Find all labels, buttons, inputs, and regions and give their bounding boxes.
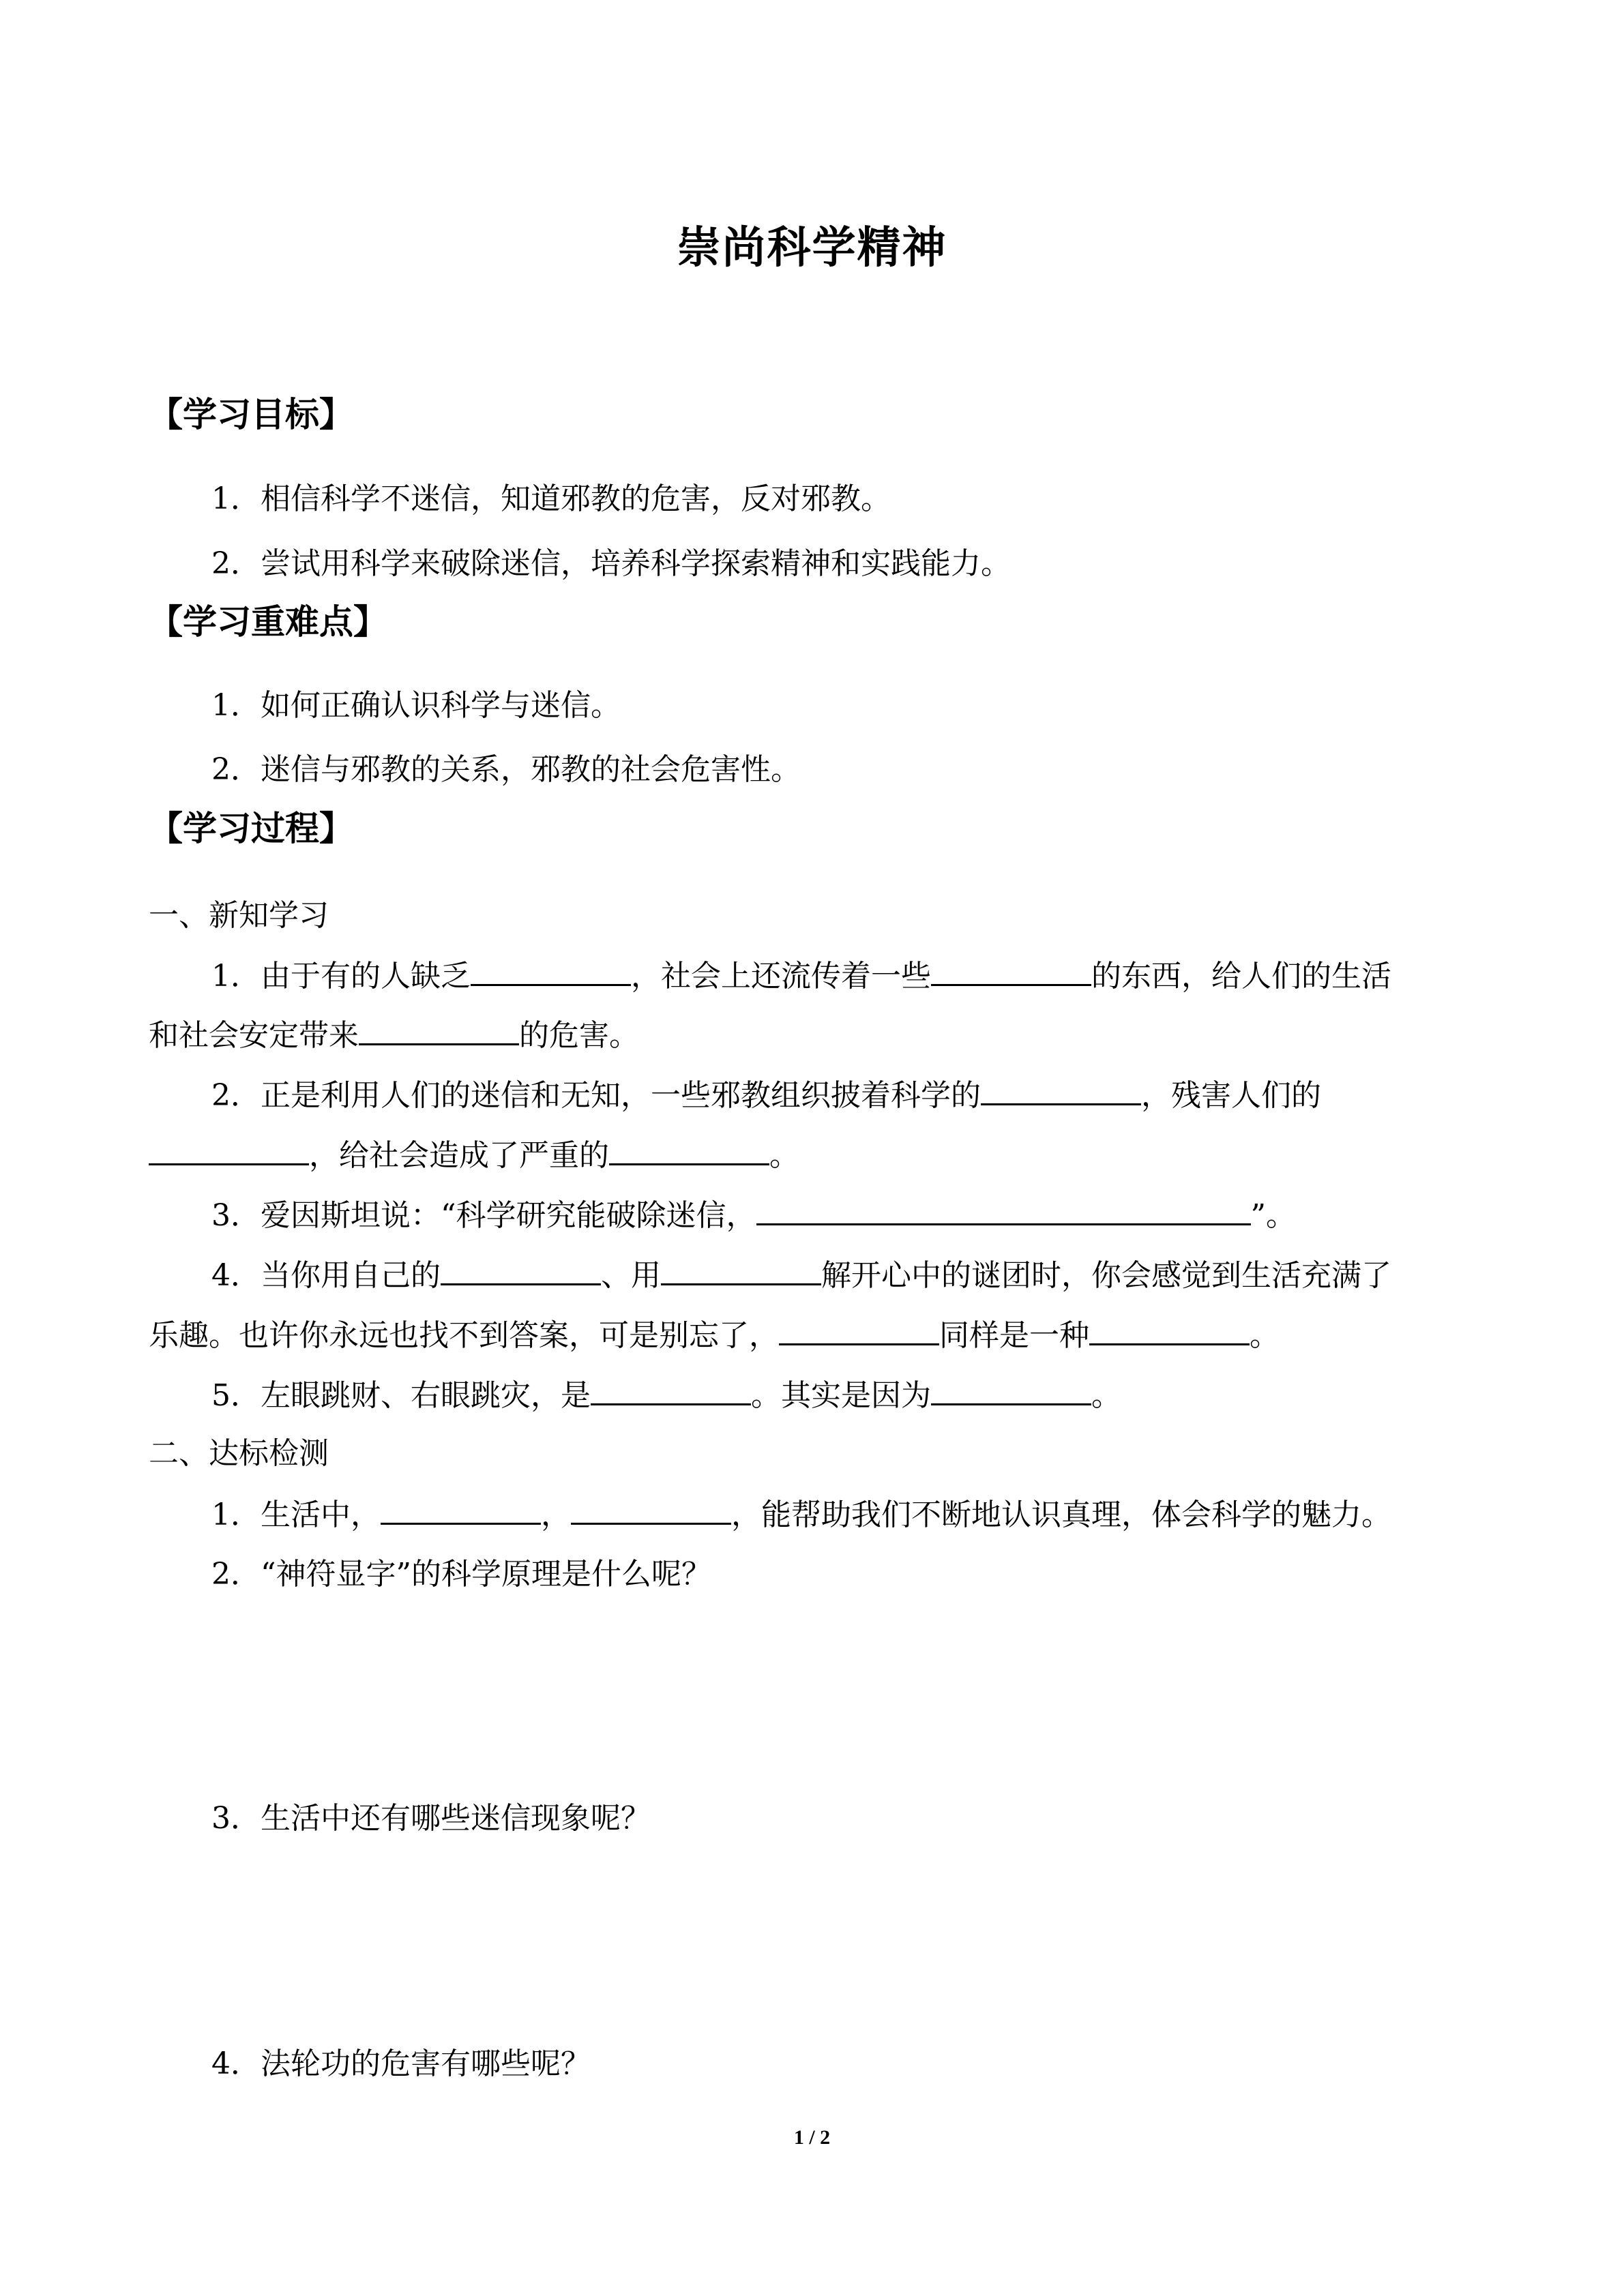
question-text: 2．正是利用人们的迷信和无知，一些邪教组织披着科学的 (211, 1078, 981, 1113)
answer-blank[interactable] (756, 1193, 1251, 1225)
question-text: ，社会上还流传着一些 (631, 959, 931, 994)
question-text: 4．当你用自己的 (211, 1258, 441, 1293)
check-question-2: 2．“神符显字”的科学原理是什么呢？ (211, 1557, 711, 1592)
question-text: 的东西，给人们的生活 (1091, 959, 1391, 994)
answer-blank[interactable] (931, 954, 1091, 986)
key-point-item-2: 2．迷信与邪教的关系，邪教的社会危害性。 (211, 752, 801, 787)
answer-blank[interactable] (591, 1373, 751, 1405)
key-points-heading: 【学习重难点】 (149, 602, 387, 642)
answer-blank[interactable] (1089, 1313, 1250, 1345)
page-title: 崇尚科学精神 (677, 223, 947, 273)
key-point-item-1: 1．如何正确认识科学与迷信。 (211, 688, 621, 723)
question-4-line-2 (149, 1311, 1280, 1354)
answer-blank[interactable] (981, 1073, 1141, 1105)
process-heading: 【学习过程】 (149, 809, 353, 848)
check-question-4: 4．法轮功的危害有哪些呢？ (211, 2046, 591, 2081)
question-text: ”。 (1250, 1198, 1296, 1233)
question-text: 的危害。 (519, 1018, 639, 1053)
question-text: 。其实是因为 (751, 1378, 931, 1413)
question-text: 1．生活中， (211, 1497, 381, 1532)
question-text: 乐趣。也许你永远也找不到答案，可是别忘了， (149, 1318, 779, 1353)
question-text: 1．由于有的人缺乏 (211, 959, 471, 994)
question-text: 3．爱因斯坦说：“科学研究能破除迷信， (211, 1198, 756, 1233)
answer-blank[interactable] (149, 1133, 309, 1165)
question-3 (211, 1191, 1296, 1234)
answer-blank[interactable] (471, 954, 631, 986)
question-text: 解开心中的谜团时，你会感觉到生活充满了 (821, 1258, 1391, 1293)
objective-item-2: 2．尝试用科学来破除迷信，培养科学探索精神和实践能力。 (211, 546, 1011, 581)
question-1-line-1 (211, 951, 1391, 995)
question-2-line-2 (149, 1131, 799, 1174)
question-text: 。 (769, 1138, 799, 1173)
question-text: ，给社会造成了严重的 (309, 1138, 609, 1173)
objectives-heading: 【学习目标】 (149, 395, 353, 434)
question-1-line-2 (149, 1011, 639, 1054)
question-text: 和社会安定带来 (149, 1018, 359, 1053)
question-text: ， (541, 1497, 571, 1532)
question-text: ，能帮助我们不断地认识真理，体会科学的魅力。 (731, 1497, 1391, 1532)
question-4-line-1 (211, 1251, 1391, 1294)
answer-blank[interactable] (931, 1373, 1091, 1405)
answer-blank[interactable] (609, 1133, 769, 1165)
answer-blank[interactable] (441, 1253, 601, 1285)
answer-blank[interactable] (661, 1253, 821, 1285)
answer-blank[interactable] (571, 1493, 731, 1525)
objective-item-1: 1．相信科学不迷信，知道邪教的危害，反对邪教。 (211, 481, 891, 516)
check-question-1 (211, 1490, 1391, 1534)
answer-blank[interactable] (381, 1493, 541, 1525)
question-text: 、用 (601, 1258, 661, 1293)
question-2-line-1 (211, 1071, 1321, 1114)
page-number: 1 / 2 (793, 2126, 831, 2149)
question-text: 同样是一种 (939, 1318, 1089, 1353)
question-text: ，残害人们的 (1141, 1078, 1321, 1113)
question-text: 。 (1091, 1378, 1121, 1413)
answer-blank[interactable] (359, 1013, 519, 1045)
check-question-3: 3．生活中还有哪些迷信现象呢？ (211, 1801, 651, 1836)
question-5 (211, 1371, 1121, 1414)
part1-heading: 一、新知学习 (149, 898, 329, 933)
question-text: 。 (1250, 1318, 1280, 1353)
answer-blank[interactable] (779, 1313, 939, 1345)
question-text: 5．左眼跳财、右眼跳灾，是 (211, 1378, 591, 1413)
part2-heading: 二、达标检测 (149, 1436, 329, 1471)
